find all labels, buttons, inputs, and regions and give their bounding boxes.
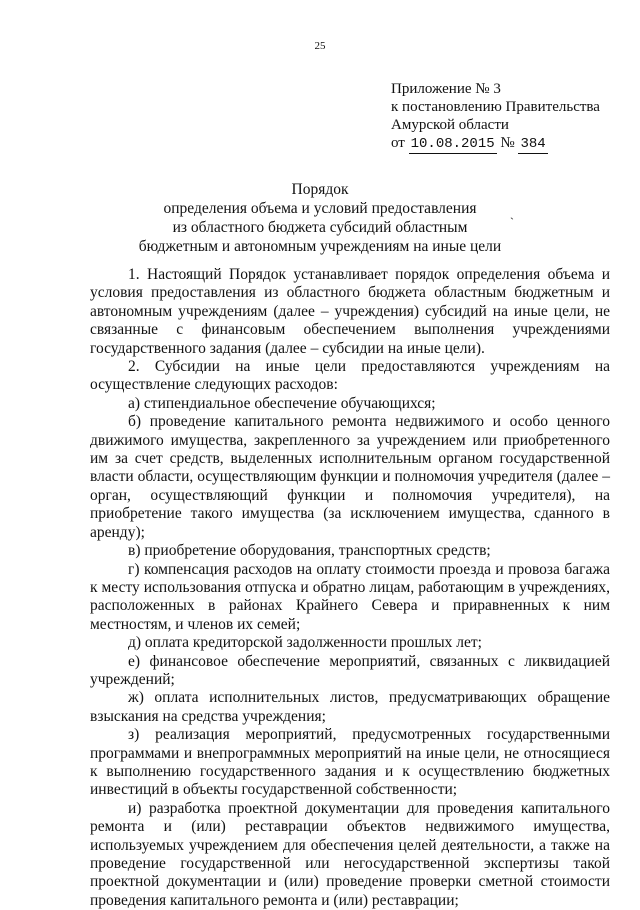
resolution-number: 384 <box>520 136 546 152</box>
appendix-date-line <box>391 134 600 154</box>
document-body <box>90 266 610 910</box>
paragraph: 2. Субсидии на иные цели предоставляются учреждениям на осуществление следующих расходов: <box>90 358 610 394</box>
page-number: 25 <box>314 40 326 52</box>
list-item: е) финансовое обеспечение мероприятий, связанных с ликвидацией учреждений; <box>90 652 610 688</box>
list-item: б) проведение капитального ремонта недвижимого и особо ценного движимого имущества, закрепленного за учреждением или приобретенного им за счет средств, выделенных исполнительным органом государственной власти области, осуществляющим функции и полномочия учредителя (далее – орган, осуществляющий функции и полномочия учредителя), на приобретение такого имущества (за исключением имущества, сданного в аренду); <box>90 413 610 541</box>
appendix-region: Амурской области <box>391 117 509 133</box>
date-prefix: от <box>391 135 405 151</box>
list-item: и) разработка проектной документации для проведения капитального ремонта и (или) реставрации объектов недвижимого имущества, используемых учреждением для обеспечения целей деятельности, а также на проведение государственной или негосударственной экспертизы такой проектной документации и (или) проведение проверки сметной стоимости проведения капитального ремонта и (или) реставрации; <box>90 799 610 909</box>
list-item: д) оплата кредиторской задолженности прошлых лет; <box>128 634 482 652</box>
title-line: из областного бюджета субсидий областным <box>172 219 468 236</box>
resolution-date: 10.08.2015 <box>410 136 495 152</box>
title-line: бюджетным и автономным учреждениям на иные цели <box>138 238 502 255</box>
list-item: г) компенсация расходов на оплату стоимости проезда и провоза багажа к месту использования отпуска и обратно лицам, работающим в учреждениях, расположенных в районах Крайнего Севера и приравненных к ним местностям, и членов их семей; <box>90 560 610 633</box>
title-line: определения объема и условий предоставления <box>163 200 477 217</box>
appendix-title: Приложение № 3 <box>391 81 501 97</box>
document-title <box>0 180 640 256</box>
paragraph: 1. Настоящий Порядок устанавливает порядок определения объема и условия предоставления из областного бюджета областным бюджетным и автономным учреждениям (далее – учреждения) субсидий на иные цели, не связанные с финансовым обеспечением выполнения учреждениями государственного задания (далее – субсидии на иные цели). <box>90 266 610 357</box>
list-item: з) реализация мероприятий, предусмотренных государственными программами и внепрограммных мероприятий на иные цели, не относящиеся к выполнению государственного задания и к осуществлению бюджетных инвестиций в объекты государственной собственности; <box>90 726 610 799</box>
list-item: ж) оплата исполнительных листов, предусматривающих обращение взыскания на средства учреждения; <box>90 689 610 725</box>
appendix-header <box>391 80 600 154</box>
number-sign: № <box>500 135 515 151</box>
pen-mark: ˎ <box>510 206 514 220</box>
title-line: Порядок <box>291 181 349 198</box>
list-item: в) приобретение оборудования, транспортных средств; <box>128 542 491 560</box>
appendix-resolution: к постановлению Правительства <box>391 99 600 115</box>
list-item: а) стипендиальное обеспечение обучающихся; <box>128 394 436 412</box>
